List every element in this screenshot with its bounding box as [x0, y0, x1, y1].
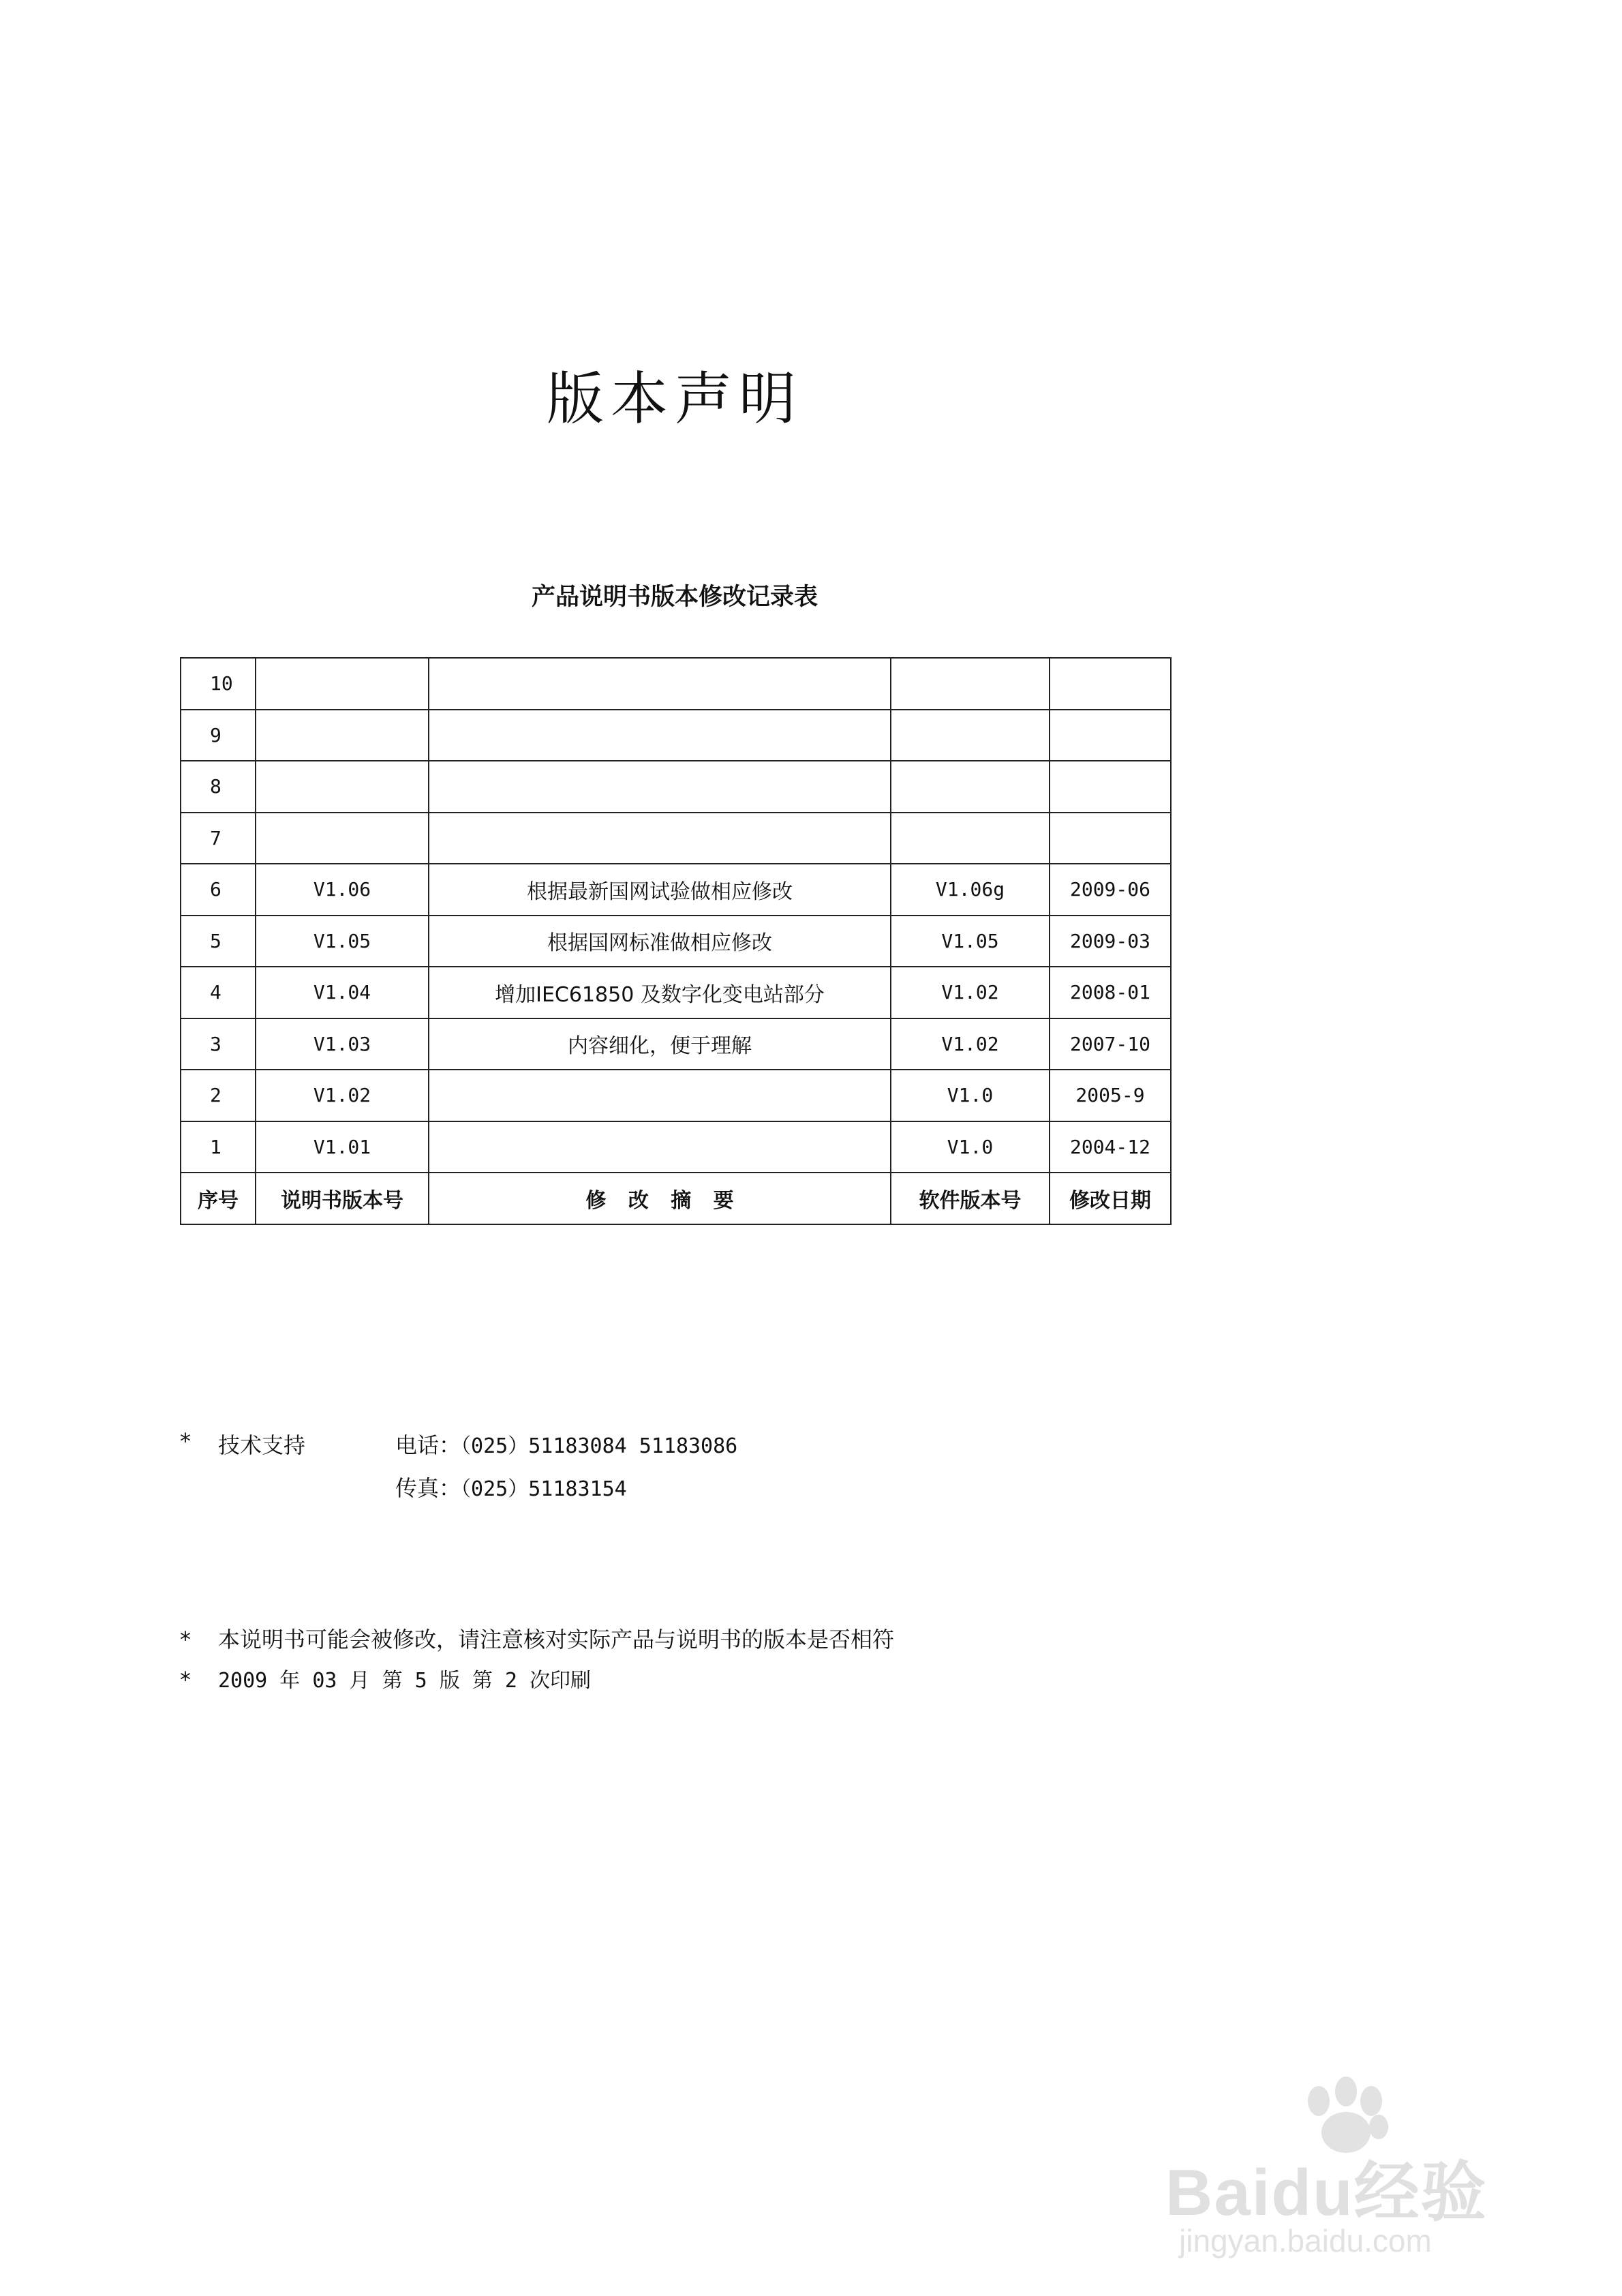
cell-date	[1050, 761, 1171, 813]
cell-seq: 8	[181, 761, 256, 813]
cell-software-version: V1.0	[891, 1121, 1050, 1173]
fax-value: （025）51183154	[461, 1477, 627, 1501]
phone-value: （025）51183084 51183086	[461, 1434, 738, 1458]
cell-manual-version	[256, 761, 429, 813]
header-summary: 修 改 摘 要	[429, 1173, 891, 1224]
table-row	[181, 864, 1171, 916]
cell-seq: 10	[181, 658, 256, 710]
cell-manual-version: V1.01	[256, 1121, 429, 1173]
table-row	[181, 761, 1171, 813]
cell-summary	[429, 813, 891, 864]
cell-seq: 3	[181, 1018, 256, 1070]
cell-manual-version: V1.06	[256, 864, 429, 916]
cell-summary	[429, 1121, 891, 1173]
cell-summary: 增加IEC61850 及数字化变电站部分	[429, 967, 891, 1018]
cell-seq: 1	[181, 1121, 256, 1173]
cell-software-version	[891, 658, 1050, 710]
cell-date: 2009-03	[1050, 916, 1171, 967]
cell-software-version: V1.06g	[891, 864, 1050, 916]
cell-software-version	[891, 761, 1050, 813]
fax-label: 传真：	[395, 1475, 461, 1501]
cell-manual-version	[256, 813, 429, 864]
cell-manual-version: V1.04	[256, 967, 429, 1018]
cell-date	[1050, 658, 1171, 710]
cell-date: 2008-01	[1050, 967, 1171, 1018]
note-text: 本说明书可能会被修改，请注意核对实际产品与说明书的版本是否相符	[218, 1627, 895, 1652]
table-header-row	[181, 1173, 1171, 1224]
cell-manual-version: V1.05	[256, 916, 429, 967]
cell-manual-version	[256, 710, 429, 761]
cell-summary	[429, 761, 891, 813]
table-row	[181, 813, 1171, 864]
cell-summary: 根据国网标准做相应修改	[429, 916, 891, 967]
cell-seq: 9	[181, 710, 256, 761]
table-row	[181, 1070, 1171, 1121]
cell-date: 2005-9	[1050, 1070, 1171, 1121]
note-print-info	[180, 1663, 591, 1693]
cell-seq: 2	[181, 1070, 256, 1121]
revision-table	[180, 657, 1172, 1225]
cell-summary	[429, 710, 891, 761]
cell-seq: 7	[181, 813, 256, 864]
table-row	[181, 916, 1171, 967]
table-row	[181, 658, 1171, 710]
cell-date: 2004-12	[1050, 1121, 1171, 1173]
watermark-url: jingyan.baidu.com	[1179, 2223, 1432, 2259]
cell-summary: 内容细化，便于理解	[429, 1018, 891, 1070]
cell-software-version: V1.02	[891, 1018, 1050, 1070]
cell-date	[1050, 710, 1171, 761]
table-caption: 产品说明书版本修改记录表	[531, 584, 818, 611]
revision-table-body	[181, 658, 1171, 1224]
cell-summary	[429, 1070, 891, 1121]
header-software-version: 软件版本号	[891, 1173, 1050, 1224]
cell-manual-version: V1.03	[256, 1018, 429, 1070]
cell-software-version: V1.0	[891, 1070, 1050, 1121]
cell-summary: 根据最新国网试验做相应修改	[429, 864, 891, 916]
cell-seq: 5	[181, 916, 256, 967]
cell-date	[1050, 813, 1171, 864]
note-bullet: *	[180, 1667, 191, 1693]
note-text: 2009 年 03 月 第 5 版 第 2 次印刷	[218, 1669, 592, 1693]
baidu-jingyan-watermark	[1152, 2059, 1533, 2263]
table-row	[181, 1018, 1171, 1070]
support-bullet: *	[180, 1428, 191, 1454]
phone-line	[395, 1428, 737, 1460]
page-title: 版本声明	[546, 365, 803, 433]
cell-date: 2007-10	[1050, 1018, 1171, 1070]
header-manual-version: 说明书版本号	[256, 1173, 429, 1224]
table-row	[181, 967, 1171, 1018]
cell-manual-version: V1.02	[256, 1070, 429, 1121]
fax-line	[395, 1471, 627, 1502]
cell-seq: 6	[181, 864, 256, 916]
header-seq: 序号	[181, 1173, 256, 1224]
cell-software-version	[891, 813, 1050, 864]
cell-summary	[429, 658, 891, 710]
cell-seq: 4	[181, 967, 256, 1018]
cell-software-version	[891, 710, 1050, 761]
phone-label: 电话：	[395, 1432, 461, 1458]
note-bullet: *	[180, 1627, 191, 1652]
cell-software-version: V1.05	[891, 916, 1050, 967]
table-row	[181, 1121, 1171, 1173]
table-row	[181, 710, 1171, 761]
cell-date: 2009-06	[1050, 864, 1171, 916]
cell-software-version: V1.02	[891, 967, 1050, 1018]
note-revision-warning	[180, 1622, 894, 1654]
header-date: 修改日期	[1050, 1173, 1171, 1224]
cell-manual-version	[256, 658, 429, 710]
watermark-logo-text: Baidu经验	[1165, 2156, 1488, 2229]
support-label: 技术支持	[218, 1432, 306, 1458]
